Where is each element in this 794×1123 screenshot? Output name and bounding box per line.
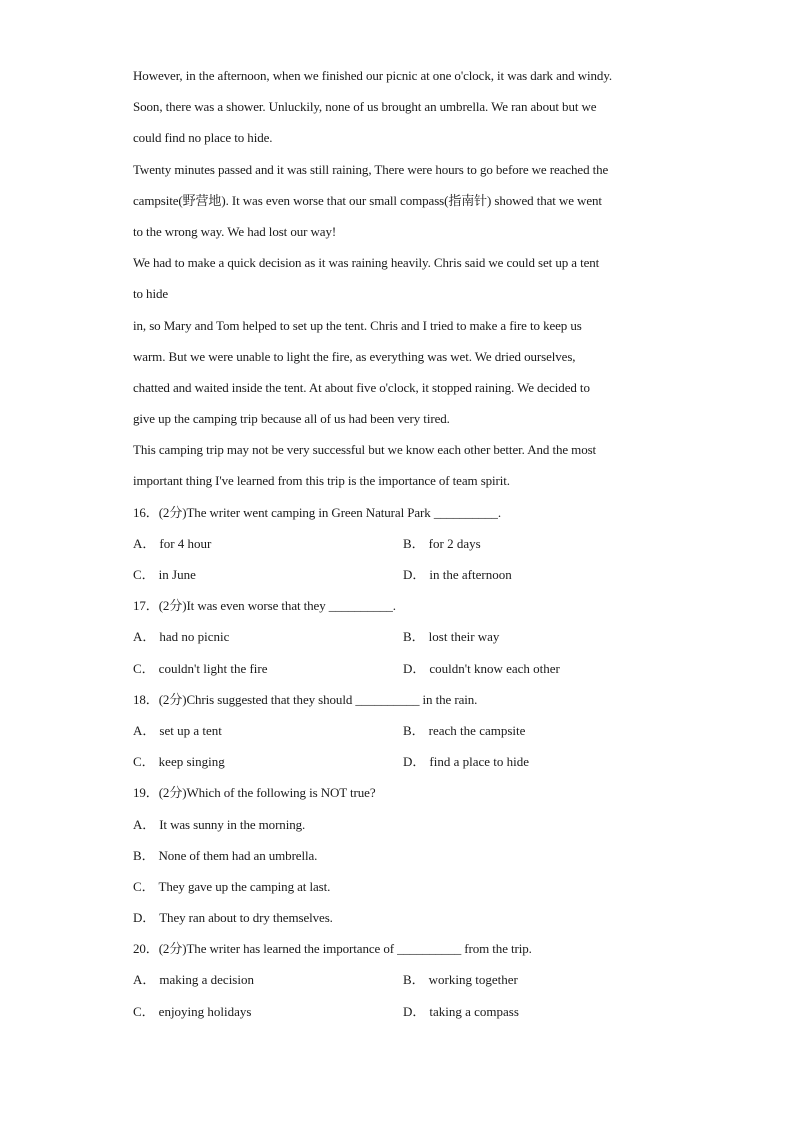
question-stem: 19．(2分)Which of the following is NOT true? bbox=[133, 785, 376, 801]
passage-line: Soon, there was a shower. Unluckily, none of us brought an umbrella. We ran about but we bbox=[133, 99, 597, 115]
question-17 bbox=[133, 590, 673, 684]
option-d: D． in the afternoon bbox=[403, 567, 512, 582]
option-d: D． taking a compass bbox=[403, 1003, 519, 1019]
option-a: A． set up a tent bbox=[133, 722, 222, 738]
passage-line: campsite(野营地). It was even worse that our small compass(指南针) showed that we went bbox=[133, 192, 602, 208]
question-16 bbox=[133, 497, 673, 591]
passage-line: Twenty minutes passed and it was still raining, There were hours to go before we reached the bbox=[133, 161, 609, 177]
question-stem: 20．(2分)The writer has learned the importance of __________ from the trip. bbox=[133, 941, 532, 957]
passage-line: We had to make a quick decision as it was raining heavily. Chris said we could set up a tent bbox=[133, 255, 600, 271]
passage-line: important thing I've learned from this trip is the importance of team spirit. bbox=[133, 473, 510, 489]
question-stem: 18．(2分)Chris suggested that they should __________ in the rain. bbox=[133, 691, 478, 707]
option-b: B． lost their way bbox=[403, 629, 500, 645]
option-b: B． for 2 days bbox=[403, 535, 481, 551]
option-d: D． couldn't know each other bbox=[403, 660, 560, 676]
question-19 bbox=[133, 777, 673, 933]
option-a: A． making a decision bbox=[133, 972, 254, 988]
option-c: C． They gave up the camping at last. bbox=[133, 878, 331, 894]
option-b: B． working together bbox=[403, 972, 518, 988]
question-stem: 16．(2分)The writer went camping in Green Natural Park __________. bbox=[133, 504, 501, 520]
passage-line: chatted and waited inside the tent. At about five o'clock, it stopped raining. We decided to bbox=[133, 379, 590, 395]
option-d: D． find a place to hide bbox=[403, 754, 530, 770]
document-page bbox=[133, 60, 673, 1027]
passage-line: to hide bbox=[133, 286, 169, 302]
option-a: A． It was sunny in the morning. bbox=[133, 816, 306, 832]
option-b: B． None of them had an umbrella. bbox=[133, 847, 318, 863]
question-stem: 17．(2分)It was even worse that they __________. bbox=[133, 598, 396, 614]
option-d: D． They ran about to dry themselves. bbox=[133, 910, 333, 926]
passage-line: warm. But we were unable to light the fire, as everything was wet. We dried ourselves, bbox=[133, 348, 576, 364]
question-20 bbox=[133, 933, 673, 1027]
option-a: A． had no picnic bbox=[133, 629, 230, 645]
passage-line: This camping trip may not be very successful but we know each other better. And the most bbox=[133, 442, 597, 458]
option-c: C． in June bbox=[133, 567, 196, 582]
passage-line: give up the camping trip because all of us had been very tired. bbox=[133, 411, 450, 427]
passage-line: to the wrong way. We had lost our way! bbox=[133, 223, 337, 239]
option-b: B． reach the campsite bbox=[403, 722, 526, 738]
passage-line: could find no place to hide. bbox=[133, 130, 273, 146]
option-c: C． keep singing bbox=[133, 754, 225, 770]
option-c: C． enjoying holidays bbox=[133, 1003, 252, 1019]
passage-line: in, so Mary and Tom helped to set up the tent. Chris and I tried to make a fire to keep us bbox=[133, 317, 582, 333]
option-c: C． couldn't light the fire bbox=[133, 660, 268, 676]
passage-line: However, in the afternoon, when we finished our picnic at one o'clock, it was dark and windy. bbox=[133, 68, 613, 83]
question-18 bbox=[133, 684, 673, 778]
reading-passage bbox=[133, 60, 673, 497]
option-a: A． for 4 hour bbox=[133, 535, 212, 551]
